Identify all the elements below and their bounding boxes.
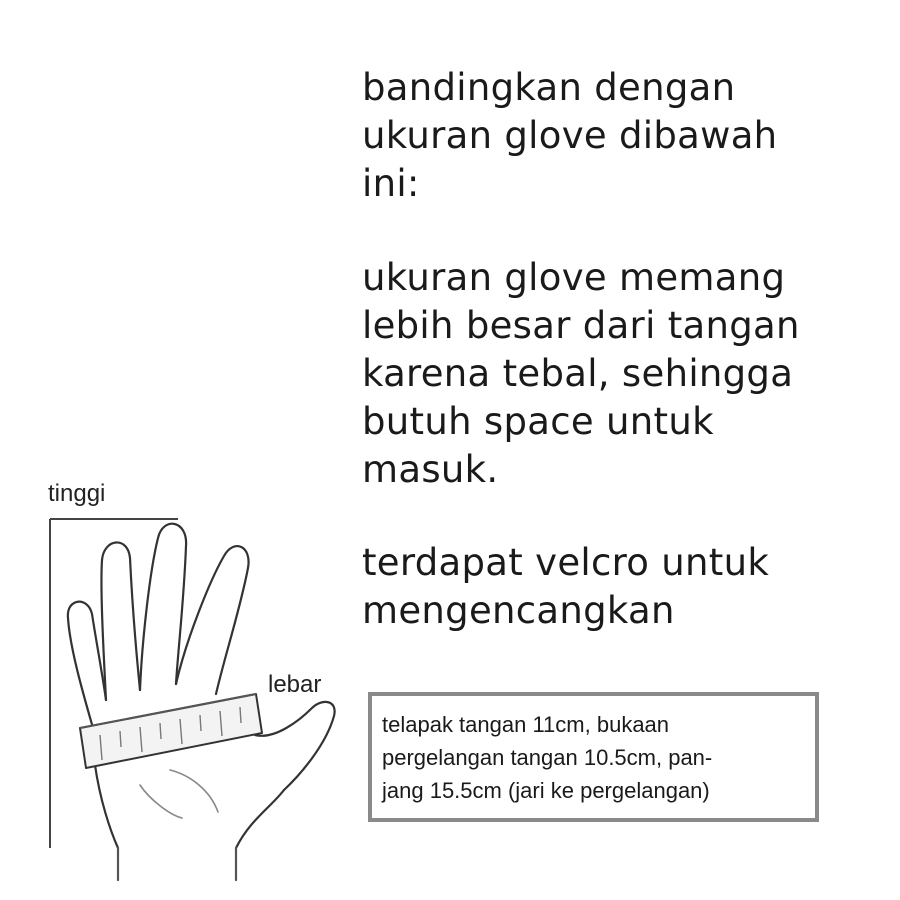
tape-measure: [80, 694, 262, 768]
height-frame: [50, 519, 178, 848]
measurement-text: telapak tangan 11cm, bukaan pergelangan tangan 10.5cm, pan- jang 15.5cm (jari ke pergelangan): [382, 712, 713, 803]
size-note-text: ukuran glove memang lebih besar dari tangan karena tebal, sehingga butuh space untuk masuk.: [362, 256, 800, 491]
width-label: lebar: [268, 671, 322, 698]
measurement-box: [368, 692, 819, 822]
height-label: tinggi: [48, 480, 106, 507]
velcro-note-text: terdapat velcro untuk mengencangkan: [362, 541, 770, 632]
compare-text: bandingkan dengan ukuran glove dibawah ini:: [362, 66, 778, 205]
hand-outline: [68, 524, 335, 880]
